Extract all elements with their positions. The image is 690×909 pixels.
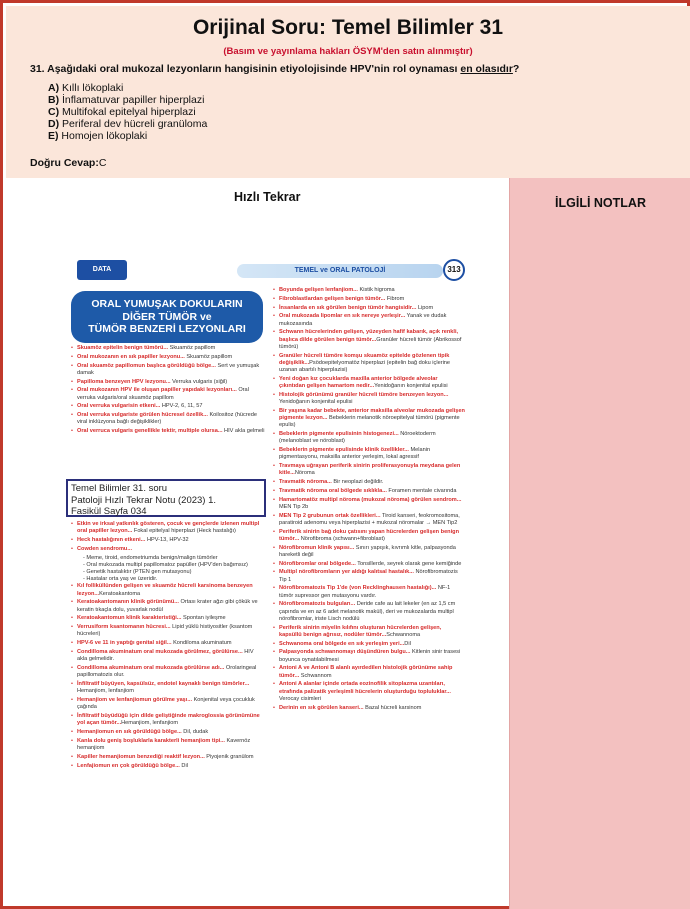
note-item: [273, 353, 465, 375]
note-keyword: Travmatik nöroma...: [279, 479, 332, 485]
note-answer: Kistik higroma: [357, 287, 395, 293]
answer-options: [48, 82, 207, 142]
note-item: [71, 729, 265, 736]
note-answer: Verruka vulgaris (siğil): [170, 378, 228, 385]
note-answer: Skuamöz papillom: [168, 345, 216, 351]
note-keyword: Oral mukozanın en sık papiller lezyonu...: [77, 353, 185, 360]
note-item: [71, 624, 265, 638]
note-item: [273, 479, 465, 486]
note-answer: HPV-2, 6, 11, 57: [160, 403, 203, 410]
note-answer: Kavernöz hemanjiom: [77, 737, 251, 751]
answer-value: C: [98, 157, 107, 169]
note-item: [273, 569, 465, 583]
option-letter: A): [48, 82, 60, 94]
note-answer: Piyojenik granülom: [204, 753, 254, 760]
cowden-detail: - Genetik hastalıktır (PTEN gen mutasyonu): [83, 569, 192, 575]
note-keyword: Hamartomatöz multipl nöroma (mukozal nöroma) görülen sendrom...: [279, 496, 462, 503]
section-banner: [71, 291, 263, 343]
note-keyword: Bebeklerin pigmente epulisinde klinik özellikler...: [279, 447, 409, 453]
note-keyword: Etkin ve irksal yatkınlık gösteren, çocuk ve gençlerde izlenen multipl oral papiller lezyon...: [77, 521, 260, 535]
note-item: [273, 529, 465, 543]
note-item: [71, 599, 265, 613]
note-answer: Yenidoğanın konjenital epulisi: [279, 399, 353, 405]
note-answer: Yenidoğanın konjenital epulisi: [374, 383, 448, 389]
note-item: [273, 497, 465, 511]
note-item: [273, 513, 465, 527]
note-answer: Bazal hücreli karsinom: [363, 704, 422, 711]
note-answer: Konjenital veya çocukluk çağında: [77, 697, 255, 711]
note-item: [273, 625, 465, 639]
quick-review-header: [6, 178, 509, 212]
note-item: [71, 354, 265, 361]
note-item: [71, 412, 265, 426]
note-answer: Fibrom: [385, 295, 405, 302]
note-item: [273, 313, 465, 327]
publisher-logo: DATA: [77, 260, 127, 280]
cowden-detail: - Hastalar orta yaş ve üzeridir.: [83, 576, 158, 583]
note-item: [71, 583, 265, 597]
answer-option: [48, 106, 207, 118]
note-answer: Sert ve yumuşak damak: [77, 362, 260, 376]
note-keyword: Keratoakantomun klinik karakteristiği...: [77, 615, 182, 622]
option-letter: C): [48, 106, 60, 118]
note-answer: Lipid yüklü histiyositler (ksantom hücreleri): [77, 624, 253, 638]
answer-option: [48, 94, 207, 106]
note-keyword: MEN Tip 2 grubunun ortak özellikleri...: [279, 512, 381, 519]
note-keyword: Travmaya uğrayan periferik sinirin proliferasyonuyla meydana gelen kitle...: [279, 463, 461, 477]
note-item: [71, 521, 265, 535]
note-answer: Bebeklerin melanotik nöroepitelyal tümörü (pigmente epulis): [279, 415, 460, 429]
note-item: [71, 615, 265, 622]
note-answer: Yanak ve dudak mukozasında: [279, 313, 447, 327]
note-keyword: Derinin en sık görülen kanseri...: [279, 704, 364, 711]
note-answer: MEN Tip 2b: [279, 503, 309, 510]
source-line: Patoloji Hızlı Tekrar Notu (2023) 1.: [71, 494, 217, 506]
related-notes-title: İLGİLİ NOTLAR: [555, 196, 646, 210]
note-keyword: Palpasyonda schwannomayı düşündüren bulgu...: [279, 649, 411, 656]
banner-line: TÜMÖR BENZERİ LEZYONLARI: [88, 323, 246, 335]
correct-answer: [30, 157, 106, 169]
note-item: [273, 447, 465, 461]
note-keyword: Condilloma akuminatum oral mukozada görülürse adı...: [77, 665, 225, 671]
note-answer: Dil: [404, 640, 411, 647]
note-item: [273, 649, 465, 663]
note-item: [71, 345, 265, 352]
note-item: [71, 640, 265, 647]
note-answer: Tonsillerde, seyrek olarak gene kemiğinde: [355, 560, 462, 567]
note-answer: Psödoepitelyomatöz hiperplazi (epitelin bağ doku içlerine uzanan abartılı hiperplazisi): [279, 359, 451, 373]
note-keyword: Periferik sinirin miyelin kılıfını oluşturan hücrelerden gelişen, kapsüllü benign ağrısız, nodüler tümör...: [279, 624, 442, 638]
note-keyword: Nörofibromlar oral bölgede...: [279, 560, 356, 567]
option-text: Periferal dev hücreli granüloma: [59, 118, 208, 130]
source-reference-box: [66, 479, 266, 517]
note-answer: Spontan iyileşme: [181, 615, 226, 622]
note-keyword: İnsanlarda en sık görülen benign tümör hangisidir...: [279, 304, 417, 311]
note-answer: Deride cafe au lait lekeler (en az 1,5 cm çapında ve en az 6 adet melanotik makül), deri ve mukozalarda multipl nörofibromlar, iriste Lisch nodülü: [279, 601, 456, 622]
note-item: [71, 537, 265, 544]
note-item: [71, 665, 265, 679]
note-item: [273, 408, 465, 430]
note-item: [273, 681, 465, 703]
stem-suffix: ?: [512, 63, 520, 75]
note-item: [71, 754, 265, 761]
note-item: [71, 379, 265, 386]
note-keyword: Nörofibromun klinik yapısı...: [279, 544, 355, 551]
option-text: İnflamatuvar papiller hiperplazi: [59, 94, 205, 106]
note-answer: Verocay cisimleri: [279, 695, 321, 702]
stem-underlined: en olasıdır: [460, 63, 513, 75]
note-keyword: İnfiltratif büyüyen, kapsülsüz, endotel kaynaklı benign tümörler...: [77, 681, 250, 687]
note-answer: Granüler hücreli tümör (Abrikossof tümörü): [279, 336, 462, 350]
question-panel: [6, 6, 690, 178]
textbook-page-image: [61, 255, 473, 849]
note-item: [273, 488, 465, 495]
related-notes-panel: [509, 178, 690, 909]
note-answer: NF-1 tümör supressor gen mutasyonu vardır.: [279, 585, 451, 599]
note-answer: Kitlenin sinir trasesi boyunca oynatılabilmesi: [279, 649, 461, 663]
note-answer: Nörofibroma (schwann+fibroblast): [299, 535, 385, 542]
note-answer: Oral verruka vulgaris/oral skuamöz papillom: [77, 387, 249, 401]
note-item: [273, 705, 465, 712]
note-item: [71, 428, 265, 435]
note-item: [273, 431, 465, 445]
note-answer: Ortası krater ağzı gibi çökük ve keratin tıkaçla dolu, yuvarlak nodül: [77, 599, 258, 613]
source-line: Temel Bilimler 31. soru: [71, 483, 168, 494]
note-keyword: Bir yaşına kadar bebekte, anterior maksilla alveolar mukozada gelişen pigmente lezyon...: [279, 407, 465, 421]
note-item: [273, 641, 465, 648]
note-answer: Hemanjiom, lenfanjiom: [77, 688, 134, 695]
quick-review-title: Hızlı Tekrar: [234, 190, 301, 204]
note-answer: HIV akla gelmeli: [222, 428, 265, 435]
note-item: [71, 713, 265, 727]
note-keyword: Oral skuamöz papillomun başlıca görüldüğü bölge...: [77, 362, 216, 369]
note-answer: Hemanjiom, lenfanjiom: [121, 720, 179, 727]
note-item: [71, 649, 265, 663]
note-keyword: Antoni A ve Antoni B alanlı ayırdedilen histolojik görünüme sahip tümör...: [279, 665, 453, 679]
note-keyword: Kanla dolu geniş boşluklarla karakterli hemanjiom tipi...: [77, 737, 225, 744]
note-keyword: İnfiltratif büyüdüğü için dilde geliştiğinde makroglossia görünümüne yol açan tümör...: [77, 713, 260, 727]
note-item: [273, 561, 465, 568]
note-keyword: Antoni A alanlar içinde ortada eozinofilik sitoplazma uzantıları, etrafında palizatik yerleşimli hücrelerin oluşturduğu topluluklar...: [279, 681, 451, 695]
note-item: [273, 287, 465, 294]
note-answer: Nöroektoderm (melanoblast ve nöroblast): [279, 431, 436, 445]
stem-prefix: 31. Aşağıdaki oral mukozal lezyonların hangisinin etiyolojisinde HPV'nin rol oynaması: [30, 63, 461, 75]
note-keyword: Nörofibromatozis Tip 1'de (von Recklinghausen hastalığı)...: [279, 585, 437, 592]
note-item: [71, 387, 265, 401]
note-keyword: Verrusiform ksantomanın hücresi...: [77, 624, 171, 631]
note-item: [71, 403, 265, 410]
option-text: Homojen lökoplaki: [58, 130, 148, 142]
note-keyword: Histolojik görünümü granüler hücreli tümöre benzeyen lezyon...: [279, 391, 449, 398]
banner-line: ORAL YUMUŞAK DOKULARIN: [91, 298, 243, 310]
note-item: [273, 463, 465, 477]
note-item: [273, 376, 465, 390]
note-item: [273, 392, 465, 406]
note-answer: Koilositoz (hücrede viral inklüzyona bağlı değişiklikler): [77, 412, 258, 426]
note-answer: Foramen mentale civarında: [386, 487, 457, 494]
note-keyword: Lenfajiomun en çok görüldüğü bölge...: [77, 762, 180, 769]
note-keyword: Periferik sinirin bağ doku çatısını yapan hücrelerden gelişen benign tümör...: [279, 528, 459, 542]
note-item: [71, 697, 265, 711]
note-answer: Sınırı yapışık, kıvrımlı kitle, palpasyonda hareketli değil: [279, 544, 456, 558]
note-item: [71, 763, 265, 770]
left-column: [71, 345, 265, 437]
note-keyword: Multipl nörofibromların yer aldığı kalıtsal hastalık...: [279, 569, 414, 576]
right-column: [273, 287, 465, 713]
note-keyword: Bebeklerin pigmente epulisinin histogenezi...: [279, 431, 399, 437]
page-header-bar: TEMEL ve ORAL PATOLOJİ: [237, 264, 443, 278]
note-item: [273, 545, 465, 559]
banner-line: DİĞER TÜMÖR ve: [122, 310, 212, 323]
note-item: [273, 296, 465, 303]
answer-label: Doğru Cevap:: [30, 157, 99, 169]
note-keyword: Boyunda gelişen lenfanjiom...: [279, 287, 358, 293]
note-keyword: Cowden sendromu...: [77, 545, 133, 552]
note-keyword: Keratoakantomanın klinik görünümü...: [77, 599, 179, 606]
source-line: Fasikül Sayfa 034: [71, 506, 147, 517]
note-item: [273, 601, 465, 623]
answer-option: [48, 82, 207, 94]
option-letter: E): [48, 130, 59, 142]
note-answer: Kondiloma akuminatum: [171, 640, 232, 647]
note-keyword: Heck hastalığının etkeni...: [77, 537, 146, 543]
note-answer: Fokal epitelyal hiperplazi (Heck hastalığı): [132, 528, 236, 535]
note-keyword: Condilloma akuminatum oral mukozada görülmez, görülürse...: [77, 649, 243, 655]
answer-option: [48, 118, 207, 130]
note-answer: Nörofibromatozis Tip 1: [279, 569, 458, 583]
note-answer: Lipom: [416, 304, 434, 311]
note-keyword: Kıl folliküllünden gelişen ve skuamöz hücreli karsinoma benzeyen lezyon...: [77, 583, 253, 597]
note-keyword: Travmatik nöroma oral bölgede sıklıkla...: [279, 487, 387, 494]
page-number: 313: [443, 259, 465, 281]
note-keyword: Oral verruka vulgarisin etkeni...: [77, 403, 161, 410]
option-text: Multifokal epitelyal hiperplazi: [59, 106, 196, 118]
note-item: [273, 305, 465, 312]
note-item: [71, 546, 265, 553]
note-answer: Skuamöz papillom: [184, 353, 233, 360]
note-answer: Schwannoma: [386, 631, 421, 638]
note-answer: Schwannom: [299, 672, 332, 679]
note-keyword: Oral mukozanın HPV ile oluşan papiller yapıdaki lezyonları...: [77, 387, 237, 394]
note-keyword: HPV-6 ve 11 in yaptığı genital siğil...: [77, 640, 172, 647]
option-text: Kıllı lökoplaki: [59, 82, 124, 94]
option-letter: D): [48, 118, 60, 130]
note-keyword: Schwanoma oral bölgede en sık yerleşim yeri...: [279, 640, 405, 647]
note-answer: Melanin pigmentasyonu, maksilla anterior yerleşim, lokal agressif: [279, 447, 431, 461]
note-keyword: Oral mukozada lipomlar en sık nereye yerleşir...: [279, 313, 406, 320]
note-item: [71, 363, 265, 377]
question-title: Orijinal Soru: Temel Bilimler 31: [192, 16, 504, 39]
note-answer: HPV-13, HPV-32: [145, 537, 189, 543]
note-keyword: Hemanjiom ve lenfanjiomun görülme yaşı...: [77, 697, 193, 703]
note-keyword: Hemanjiomun en sık görüldüğü bölge...: [77, 729, 182, 735]
note-keyword: Papilloma benzeyen HPV lezyonu...: [77, 378, 171, 385]
note-item: [71, 738, 265, 752]
note-keyword: Yeni doğan kız çocuklarda maxilla anterior bölgede alveolar çıkıntıdan gelişen hamartom nedir...: [279, 375, 438, 389]
note-keyword: Oral verruka vulgariste görülen hücresel özellik...: [77, 412, 208, 419]
cowden-detail: - Meme, tiroid, endometriumda benign/malign tümörler: [83, 554, 218, 561]
note-keyword: Kapiller hemanjiomun benzediği reaktif lezyon...: [77, 753, 205, 760]
note-keyword: Schwann hücrelerinden gelişen, yüzeyden hafif kabarık, açık renkli, başlıca dilde görülen benign tümör...: [279, 329, 459, 343]
note-answer: Keratoakantoma: [99, 590, 141, 597]
note-answer: Orolaringeal papillomatozis olur.: [77, 665, 257, 679]
note-answer: Nöroma: [294, 470, 315, 477]
note-item: [273, 665, 465, 679]
note-item: [71, 681, 265, 695]
note-keyword: Nörofibromatozis bulguları...: [279, 601, 356, 608]
question-stem: [30, 63, 519, 75]
note-item: [273, 585, 465, 599]
copyright-note: (Basım ve yayınlama hakları ÖSYM'den satın alınmıştır): [223, 46, 473, 57]
note-answer: Bir neoplazi değildir.: [331, 479, 384, 485]
note-keyword: Skuamöz epitelin benign tümörü...: [77, 345, 169, 351]
note-keyword: Oral verruca vulgaris genellikle tektir, multiple olursa...: [77, 428, 223, 435]
note-answer: Tiroid kanseri, feokromositoma, paratiroid adenomu veya hiperplazisi + mukozal nöromalar → MEN Tip2: [279, 512, 460, 526]
note-keyword: Fibroblastlardan gelişen benign tümör...: [279, 295, 386, 302]
note-item: [273, 329, 465, 351]
cowden-detail: - Oral mukozada multipl papillomatoz papüller (HPV'den bağımsız): [83, 561, 248, 568]
option-letter: B): [48, 94, 60, 106]
note-answer: Dil: [179, 762, 188, 769]
note-keyword: Granüler hücreli tümöre komşu skuamöz epitelde gözlenen tipik değişiklik...: [279, 352, 450, 366]
note-answer: HIV akla gelmelidir.: [77, 649, 254, 663]
answer-option: [48, 130, 207, 142]
left-column-lower: [71, 521, 265, 771]
note-answer: Dil, dudak: [181, 729, 209, 735]
